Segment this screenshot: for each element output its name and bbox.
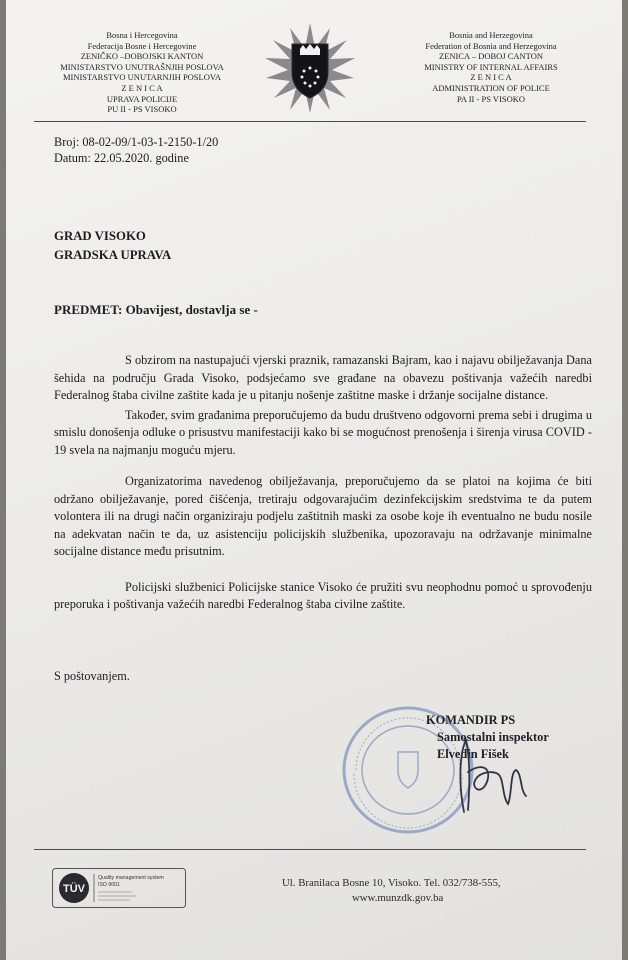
cert-standard: ISO 9001 <box>98 882 120 888</box>
header-left-bosnian <box>42 30 242 115</box>
reference-date: Datum: 22.05.2020. godine <box>54 150 189 165</box>
header-left-line: UPRAVA POLICIJE <box>106 93 178 104</box>
header-left-line: MINISTARSTVO UNUTRAŠNJIH POSLOVA <box>60 61 224 72</box>
body-paragraph: Također, svim građanima preporučujemo da budu društveno odgovorni prema sebi i drugima u smislu donošenja odluke o prisustvu manifestaciji kako bi se mogućnost prenošenja i širenja virusa COVID - 19 svela na najmanju moguću mjeru. <box>54 407 592 457</box>
closing-greeting: S poštovanjem. <box>54 669 130 683</box>
recipient-line: GRADSKA UPRAVA <box>54 247 172 262</box>
header-left-line: MINISTARSTVO UNUTARNJIH POSLOVA <box>62 72 222 83</box>
police-crest-icon <box>262 22 358 114</box>
header-right-line: PA II - PS VISOKO <box>456 93 526 104</box>
cert-logo-text: TÜV <box>63 883 85 895</box>
header-left-line: Federacija Bosne i Hercegovine <box>87 40 197 51</box>
header-right-line: Bosnia and Herzegovina <box>449 30 533 40</box>
subject-label: PREDMET <box>54 302 119 317</box>
header-right-line: Federation of Bosnia and Herzegovina <box>425 40 557 51</box>
header-right-line: MINISTRY OF INTERNAL AFFAIRS <box>424 61 558 72</box>
recipient-line: GRAD VISOKO <box>54 229 146 243</box>
handwritten-signature-icon <box>446 712 546 822</box>
reference-block <box>54 135 218 166</box>
signatory-name: Elvedin Fišek <box>437 747 509 761</box>
footer-divider <box>34 849 586 850</box>
recipient-block <box>54 227 171 264</box>
header-right-line: ADMINISTRATION OF POLICE <box>432 82 550 93</box>
body-paragraph: Policijski službenici Policijske stanice Visoko će pružiti svu neophodnu pomoć u sprovođenju preporuka i poštivanja važećih naredbi Federalnog štaba civilne zaštite. <box>54 579 592 611</box>
header-right-english <box>391 30 591 104</box>
header-left-line: Z E N I C A <box>121 82 163 93</box>
tuv-certification-logo <box>52 868 186 908</box>
body-paragraph: S obzirom na nastupajući vjerski praznik, ramazanski Bajram, kao i najavu obilježavanja Dana šehida na području Grada Visoko, podsjećamo sve građane na obavezu poštivanja važećih naredbi Federalnog štaba civilne zaštite kada je u pitanju nošenje zaštitne maske i držanje socijalne distance. <box>54 353 592 402</box>
body-paragraph: Organizatorima navedenog obilježavanja, preporučujemo da se platoi na kojima će biti održano obilježavanje, pored čišćenja, tretiraju odgovarajućim dezinfekcijskim sredstvima te da putem volontera ili na drugi način organiziraju podjelu zaštitnih maski za osobe koje ih eventualno ne budu nosile na adekvatan način te da, uz asistenciju policijskih službenika, upozoravaju na održavanje minimalne socijalne distance među prisutnim. <box>54 474 592 558</box>
header-divider <box>34 121 586 122</box>
footer-address: Ul. Branilaca Bosne 10, Visoko. Tel. 032/738-555, <box>282 877 501 889</box>
letter-page <box>6 0 622 960</box>
header-left-line: PU II - PS VISOKO <box>107 104 177 115</box>
header-left-line: ZENIČKO –DOBOJSKI KANTON <box>80 51 204 62</box>
header-right-line: Z E N I C A <box>470 72 512 83</box>
footer-website-link[interactable]: www.munzdk.gov.ba <box>352 892 444 904</box>
header-right-line: ZENICA – DOBOJ CANTON <box>439 51 543 62</box>
header-left-line: Bosna i Hercegovina <box>106 30 178 40</box>
reference-number: Broj: 08-02-09/1-03-1-2150-1/20 <box>54 135 219 149</box>
letter-body <box>54 352 592 614</box>
cert-title: Quality management system <box>98 875 164 881</box>
signatory-title: KOMANDIR PS <box>426 713 516 727</box>
footer-contact <box>282 876 501 906</box>
subject-line <box>54 302 258 318</box>
signatory-rank: Samostalni inspektor <box>437 730 549 744</box>
subject-text: : Obavijest, dostavlja se - <box>118 302 258 317</box>
